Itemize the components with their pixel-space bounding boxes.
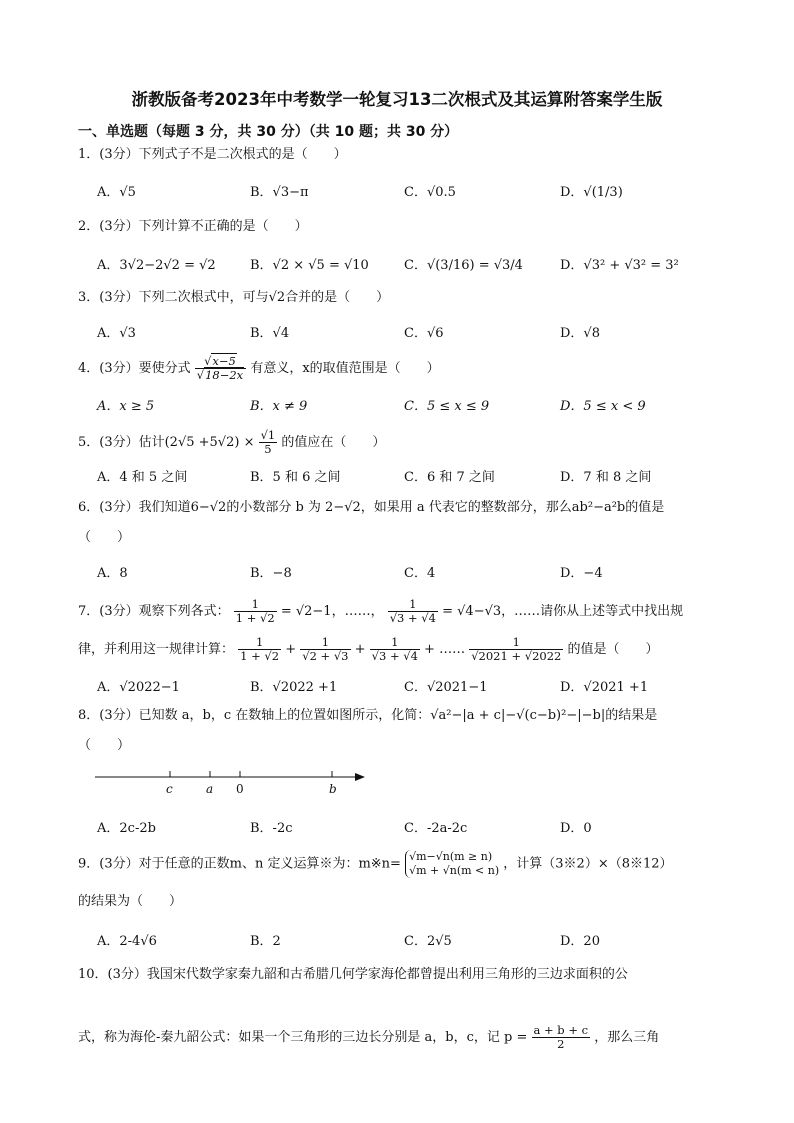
question-7-cont: 律，并利用这一规律计算： $\frac{1}{1 + √2}$ + $\frac{1}{√2 + √3}$ + $\frac{1}{√3 + √4}$ + …… $\frac{1}{√2021 + √2022}$ 的值是（ ） [78,635,659,663]
q4-option-a: A．x ≥ 5 [97,399,155,414]
q4-option-d: D．5 ≤ x < 9 [560,399,646,414]
q9-stem-pre: 9．(3分）对于任意的正数m、n 定义运算※为：m※n= [78,856,401,872]
q7-stem-pre: 7．(3分）观察下列各式： [78,604,230,619]
q5-option-c: C．6 和 7 之间 [404,470,495,485]
q2-option-d: D．√3² + √3² = 3² [560,258,679,273]
q6-option-c: C．4 [404,566,436,581]
q6-option-b: B．−8 [250,566,292,581]
q7-option-a: A．√2022−1 [97,680,180,695]
q2-option-c: C．√(3/16) = √3/4 [404,258,523,273]
q4-fraction: $\frac{√x-5}{√18-2x}$ [195,355,246,382]
q3-option-d: D．√8 [560,326,600,341]
q5-option-d: D．7 和 8 之间 [560,470,652,485]
q7-fraction-2: $\frac{1}{√3 + √4}$ [389,597,436,625]
question-9-options [97,930,747,954]
q1-option-c: C．√0.5 [404,185,456,200]
question-10-line1: 10．(3分）我国宋代数学家秦九韶和古希腊几何学家海伦都曾提出利用三角形的三边求面积的公 [78,967,628,982]
q9-option-a: A．2-4√6 [97,934,157,949]
q7-sum-term-3: $\frac{1}{√3 + √4}$ [371,635,418,663]
q6-stem-line1: 6．(3分）我们知道6−√2的小数部分 b 为 2−√2，如果用 a 代表它的整数部分，那么ab²−a²b的值是 [78,500,665,515]
q3-option-b: B．√4 [250,326,290,341]
q7-option-c: C．√2021−1 [404,680,488,695]
label-a: a [206,782,214,796]
question-8-cont: （ ） [78,738,131,753]
q8-option-b: B．-2c [250,821,293,836]
q9-case-2: √m + √n(m < n) [409,864,500,877]
q4-option-c: C．5 ≤ x ≤ 9 [404,399,490,414]
q7-sum-term-2: $\frac{1}{√2 + √3}$ [302,635,349,663]
question-9-cont: 的结果为（ ） [78,894,183,909]
q4-stem-pre: 4．(3分）要使分式 [78,361,191,376]
q2-option-b: B．√2 × √5 = √10 [250,258,369,273]
q8-option-a: A．2c-2b [97,821,156,836]
q5-sqrt-fraction: $\frac{√1}{5}$ [260,428,276,456]
q7-option-b: B．√2022 +1 [250,680,338,695]
q7-sum-term-1: $\frac{1}{1 + √2}$ [240,635,280,663]
q10-frac-den: 2 [557,1037,565,1051]
question-5-options [97,466,747,490]
q1-option-d: D．√(1/3) [560,185,623,200]
q7-fraction-1: $\frac{1}{1 + √2}$ [235,597,275,625]
q1-option-a: A．√5 [97,185,136,200]
q9-case-1: √m−√n(m ≥ n) [409,850,493,863]
q10-line2-pre: 式，称为海伦-秦九韶公式：如果一个三角形的三边长分别是 a，b，c，记 p = [78,1030,528,1045]
question-2-stem: 2．(3分）下列计算不正确的是（ ） [78,219,308,234]
q9-piecewise [405,850,499,878]
number-line-arrow [355,773,365,781]
question-6-cont: （ ） [78,530,131,545]
q5-stem-post: 的值应在（ ） [281,435,386,450]
q7-cont-pre: 律，并利用这一规律计算： [78,642,235,657]
question-4-options [97,395,747,419]
q10-line2-post: ，那么三角 [594,1030,660,1045]
q5-option-b: B．5 和 6 之间 [250,470,341,485]
section-heading: 一、单选题（每题 3 分，共 30 分）（共 10 题；共 30 分） [78,124,459,140]
question-3-stem: 3．(3分）下列二次根式中，可与√2合并的是（ ） [78,290,390,305]
q3-option-a: A．√3 [97,326,136,341]
q6-option-a: A．8 [97,566,128,581]
q7-stem-mid: = √2−1，……， [280,604,384,619]
page-title: 浙教版备考2023年中考数学一轮复习13二次根式及其运算附答案学生版 [131,90,663,109]
q10-p-fraction [532,1024,591,1051]
question-8-stem: 8．(3分）已知数 a，b，c 在数轴上的位置如图所示，化简：√a²−|a + c|−√(c−b)²−|−b|的结果是 [78,708,658,723]
q7-cont-post: 的值是（ ） [567,642,659,657]
q5-option-a: A．4 和 5 之间 [97,470,188,485]
question-6-stem [78,498,664,518]
label-b: b [329,782,337,796]
q3-option-c: C．√6 [404,326,444,341]
q1-option-b: B．√3−π [250,185,309,200]
q9-option-b: B．2 [250,934,281,949]
q9-option-c: C．2√5 [404,934,452,949]
q4-option-b: B．x ≠ 9 [250,399,308,414]
question-1-stem: 1．(3分）下列式子不是二次根式的是（ ） [78,147,347,162]
q7-option-d: D．√2021 +1 [560,680,649,695]
question-7-options [97,676,747,700]
question-7-stem [78,598,683,625]
q7-sum-term-last: $\frac{1}{√2021 + √2022}$ [471,635,562,663]
q8-option-c: C．-2a-2c [404,821,468,836]
q9-option-d: D．20 [560,934,600,949]
q9-stem-post: ，计算（3※2）×（8※12） [503,856,673,872]
q4-stem-post: 有意义，x的取值范围是（ ） [250,361,440,376]
question-2-options [97,254,747,278]
question-3-options [97,322,747,346]
question-6-options [97,562,747,586]
question-9-stem [78,850,673,878]
question-4-stem [78,355,440,382]
label-c: c [166,782,173,796]
q8-option-d: D．0 [560,821,592,836]
q6-option-d: D．−4 [560,566,603,581]
q7-stem-mid2: = √4−√3，……请你从上述等式中找出规 [442,604,684,619]
label-0: 0 [236,782,244,796]
q10-frac-num: a + b + c [533,1023,589,1037]
question-8-options [97,817,747,841]
q2-option-a: A．3√2−2√2 = √2 [97,258,216,273]
q5-stem-pre: 5．(3分）估计(2√5 +5√2) × [78,435,255,450]
question-1-options [97,181,747,205]
question-10-line2 [78,1024,659,1051]
question-5-stem [78,429,385,456]
